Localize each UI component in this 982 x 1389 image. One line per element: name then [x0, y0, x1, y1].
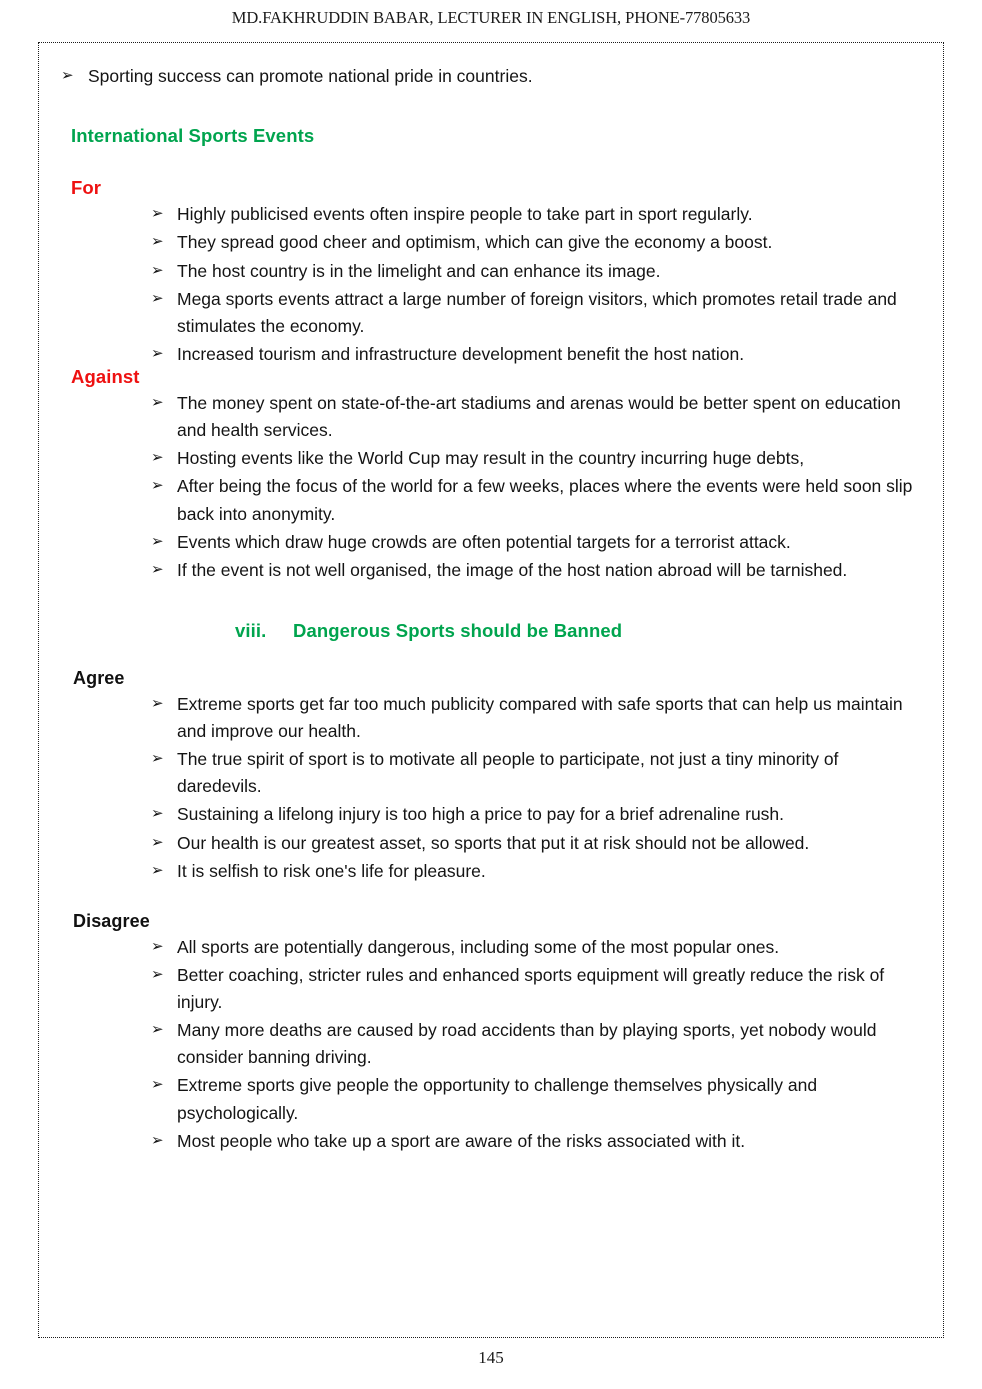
arrow-bullet-icon: ➢: [151, 1075, 164, 1094]
arrow-bullet-icon: ➢: [151, 204, 164, 223]
list-item-text: Increased tourism and infrastructure development benefit the host nation.: [177, 343, 745, 364]
list-item: [151, 801, 917, 828]
arrow-bullet-icon: ➢: [151, 832, 164, 851]
arrow-bullet-icon: ➢: [151, 288, 164, 307]
list-item-text: Sustaining a lifelong injury is too high a price to pay for a brief adrenaline rush.: [177, 804, 785, 825]
arrow-bullet-icon: ➢: [151, 1130, 164, 1149]
bullet-list-against: [53, 390, 931, 584]
arrow-bullet-icon: ➢: [151, 1020, 164, 1039]
lead-bullet-text: Sporting success can promote national pride in countries.: [88, 66, 533, 86]
list-item-text: Events which draw huge crowds are often potential targets for a terrorist attack.: [177, 531, 791, 552]
bullet-list-disagree: [53, 934, 931, 1155]
section-numeral: viii.: [235, 619, 267, 641]
list-item: [151, 258, 917, 285]
list-item: [151, 934, 917, 961]
group-label-against: Against: [71, 366, 140, 387]
list-item: [151, 962, 917, 1016]
bullet-list-agree: [53, 691, 931, 885]
list-item-text: It is selfish to risk one's life for pleasure.: [177, 860, 486, 881]
list-item: [151, 473, 917, 527]
running-header: MD.FAKHRUDDIN BABAR, LECTURER IN ENGLISH, PHONE-77805633: [231, 8, 751, 27]
arrow-bullet-icon: ➢: [151, 448, 164, 467]
list-item: [151, 445, 917, 472]
arrow-bullet-icon: ➢: [151, 693, 164, 712]
arrow-bullet-icon: ➢: [151, 476, 164, 495]
arrow-bullet-icon: ➢: [151, 232, 164, 251]
list-item: [151, 1017, 917, 1071]
arrow-bullet-icon: ➢: [151, 749, 164, 768]
arrow-bullet-icon: ➢: [151, 559, 164, 578]
group-label-disagree: Disagree: [73, 910, 150, 931]
list-item: [151, 691, 917, 745]
lead-bullet-item: [61, 63, 931, 89]
list-item: [151, 529, 917, 556]
list-item: [151, 286, 917, 340]
list-item: [151, 746, 917, 800]
list-item: [151, 1072, 917, 1126]
list-item-text: Highly publicised events often inspire people to take part in sport regularly.: [177, 204, 753, 225]
page-content: [39, 43, 945, 1339]
arrow-bullet-icon: ➢: [61, 66, 74, 84]
page-number: 145: [478, 1348, 504, 1367]
section-title-international-sports-events: International Sports Events: [71, 125, 315, 147]
section-title-dangerous-sports: [53, 620, 931, 642]
list-item: [151, 858, 917, 885]
list-item: [151, 229, 917, 256]
list-item-text: If the event is not well organised, the image of the host nation abroad will be tarnished.: [177, 559, 848, 580]
list-item-text: Hosting events like the World Cup may result in the country incurring huge debts,: [177, 448, 805, 469]
arrow-bullet-icon: ➢: [151, 860, 164, 879]
group-label-agree: Agree: [73, 667, 125, 688]
list-item-text: The host country is in the limelight and can enhance its image.: [177, 260, 661, 281]
list-item-text: Most people who take up a sport are aware of the risks associated with it.: [177, 1130, 746, 1151]
section-title-text: Dangerous Sports should be Banned: [293, 619, 623, 641]
list-item: [151, 1128, 917, 1155]
list-item-text: All sports are potentially dangerous, including some of the most popular ones.: [177, 936, 780, 957]
list-item-text: After being the focus of the world for a few weeks, places where the events were held soon slip back into anonymity.: [177, 476, 913, 524]
list-item-text: Mega sports events attract a large number of foreign visitors, which promotes retail trade and stimulates the economy.: [177, 288, 897, 336]
bullet-list-for: [53, 201, 931, 368]
list-item-text: Extreme sports get far too much publicity compared with safe sports that can help us maintain and improve our health.: [177, 693, 903, 741]
arrow-bullet-icon: ➢: [151, 936, 164, 955]
list-item-text: The money spent on state-of-the-art stadiums and arenas would be better spent on education and health services.: [177, 393, 901, 441]
arrow-bullet-icon: ➢: [151, 343, 164, 362]
list-item: [151, 341, 917, 368]
list-item-text: Many more deaths are caused by road accidents than by playing sports, yet nobody would consider banning driving.: [177, 1020, 877, 1068]
list-item-text: They spread good cheer and optimism, which can give the economy a boost.: [177, 232, 773, 253]
list-item-text: Better coaching, stricter rules and enhanced sports equipment will greatly reduce the risk of injury.: [177, 964, 885, 1012]
list-item-text: Extreme sports give people the opportunity to challenge themselves physically and psychologically.: [177, 1075, 818, 1123]
list-item-text: The true spirit of sport is to motivate all people to participate, not just a tiny minority of daredevils.: [177, 749, 839, 797]
list-item: [151, 830, 917, 857]
arrow-bullet-icon: ➢: [151, 804, 164, 823]
arrow-bullet-icon: ➢: [151, 531, 164, 550]
list-item: [151, 201, 917, 228]
list-item: [151, 390, 917, 444]
list-item: [151, 557, 917, 584]
arrow-bullet-icon: ➢: [151, 964, 164, 983]
group-label-for: For: [71, 177, 102, 199]
arrow-bullet-icon: ➢: [151, 260, 164, 279]
page-border-frame: [38, 42, 944, 1338]
list-item-text: Our health is our greatest asset, so sports that put it at risk should not be allowed.: [177, 832, 810, 853]
arrow-bullet-icon: ➢: [151, 393, 164, 411]
